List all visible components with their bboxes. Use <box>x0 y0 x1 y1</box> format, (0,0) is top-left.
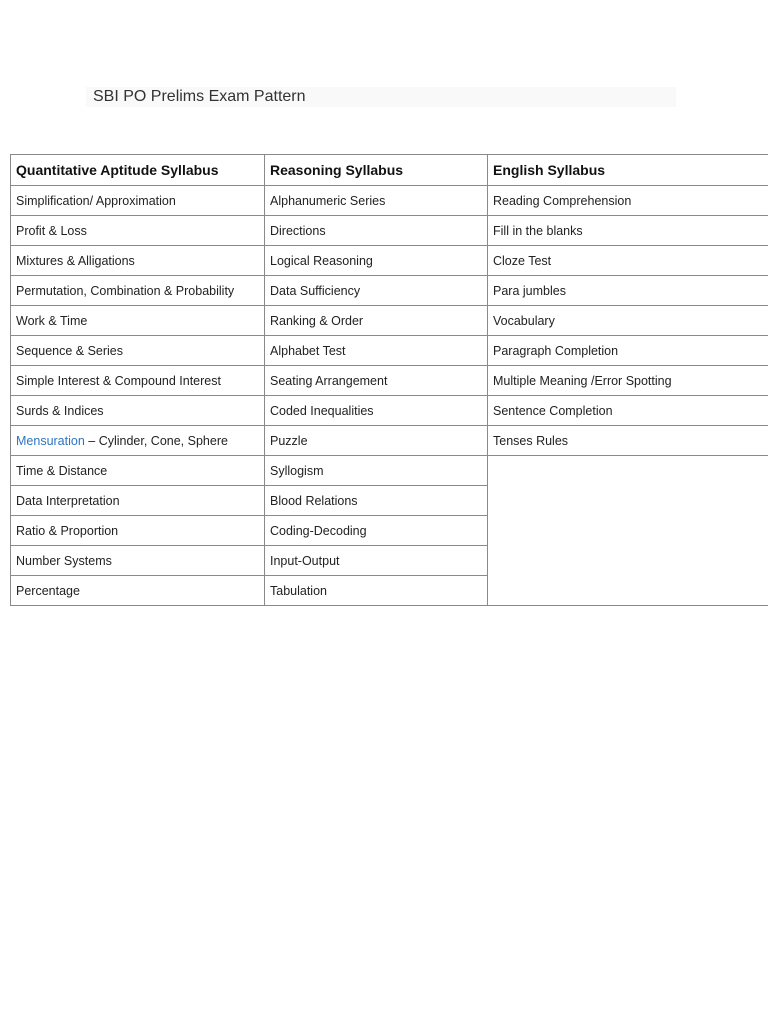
page-title: SBI PO Prelims Exam Pattern <box>93 88 306 105</box>
quant-cell: Time & Distance <box>11 456 265 486</box>
reasoning-cell: Alphanumeric Series <box>265 186 488 216</box>
quant-cell: Simplification/ Approximation <box>11 186 265 216</box>
table-row <box>11 426 768 456</box>
quant-cell: Sequence & Series <box>11 336 265 366</box>
quant-cell-mensuration <box>11 426 265 456</box>
table-row <box>11 306 768 336</box>
quant-cell: Percentage <box>11 576 265 606</box>
english-cell: Vocabulary <box>488 306 768 336</box>
english-cell: Reading Comprehension <box>488 186 768 216</box>
english-cell: Tenses Rules <box>488 426 768 456</box>
reasoning-cell: Syllogism <box>265 456 488 486</box>
english-cell: Para jumbles <box>488 276 768 306</box>
quant-cell: Number Systems <box>11 546 265 576</box>
reasoning-cell: Input-Output <box>265 546 488 576</box>
header-english: English Syllabus <box>488 155 768 186</box>
reasoning-cell: Coded Inequalities <box>265 396 488 426</box>
table-header-row <box>11 155 768 186</box>
english-cell: Multiple Meaning /Error Spotting <box>488 366 768 396</box>
reasoning-cell: Logical Reasoning <box>265 246 488 276</box>
english-cell: Fill in the blanks <box>488 216 768 246</box>
header-reasoning: Reasoning Syllabus <box>265 155 488 186</box>
reasoning-cell: Alphabet Test <box>265 336 488 366</box>
table-row <box>11 336 768 366</box>
english-cell: Sentence Completion <box>488 396 768 426</box>
quant-cell: Work & Time <box>11 306 265 336</box>
header-quant: Quantitative Aptitude Syllabus <box>11 155 265 186</box>
table-row <box>11 456 768 486</box>
quant-cell: Mixtures & Alligations <box>11 246 265 276</box>
table-row <box>11 276 768 306</box>
reasoning-cell: Puzzle <box>265 426 488 456</box>
quant-cell: Surds & Indices <box>11 396 265 426</box>
table-row <box>11 366 768 396</box>
table-row <box>11 186 768 216</box>
reasoning-cell: Directions <box>265 216 488 246</box>
quant-cell: Ratio & Proportion <box>11 516 265 546</box>
mensuration-link[interactable]: Mensuration <box>16 433 85 448</box>
table-row <box>11 396 768 426</box>
english-empty-block <box>488 456 768 606</box>
reasoning-cell: Tabulation <box>265 576 488 606</box>
reasoning-cell: Seating Arrangement <box>265 366 488 396</box>
syllabus-table <box>10 154 768 606</box>
quant-cell: Simple Interest & Compound Interest <box>11 366 265 396</box>
quant-cell: Data Interpretation <box>11 486 265 516</box>
quant-cell: Permutation, Combination & Probability <box>11 276 265 306</box>
reasoning-cell: Ranking & Order <box>265 306 488 336</box>
quant-cell: Profit & Loss <box>11 216 265 246</box>
reasoning-cell: Coding-Decoding <box>265 516 488 546</box>
reasoning-cell: Data Sufficiency <box>265 276 488 306</box>
table-row <box>11 246 768 276</box>
english-cell: Cloze Test <box>488 246 768 276</box>
reasoning-cell: Blood Relations <box>265 486 488 516</box>
mensuration-detail: – Cylinder, Cone, Sphere <box>84 433 228 448</box>
table-row <box>11 216 768 246</box>
english-cell: Paragraph Completion <box>488 336 768 366</box>
